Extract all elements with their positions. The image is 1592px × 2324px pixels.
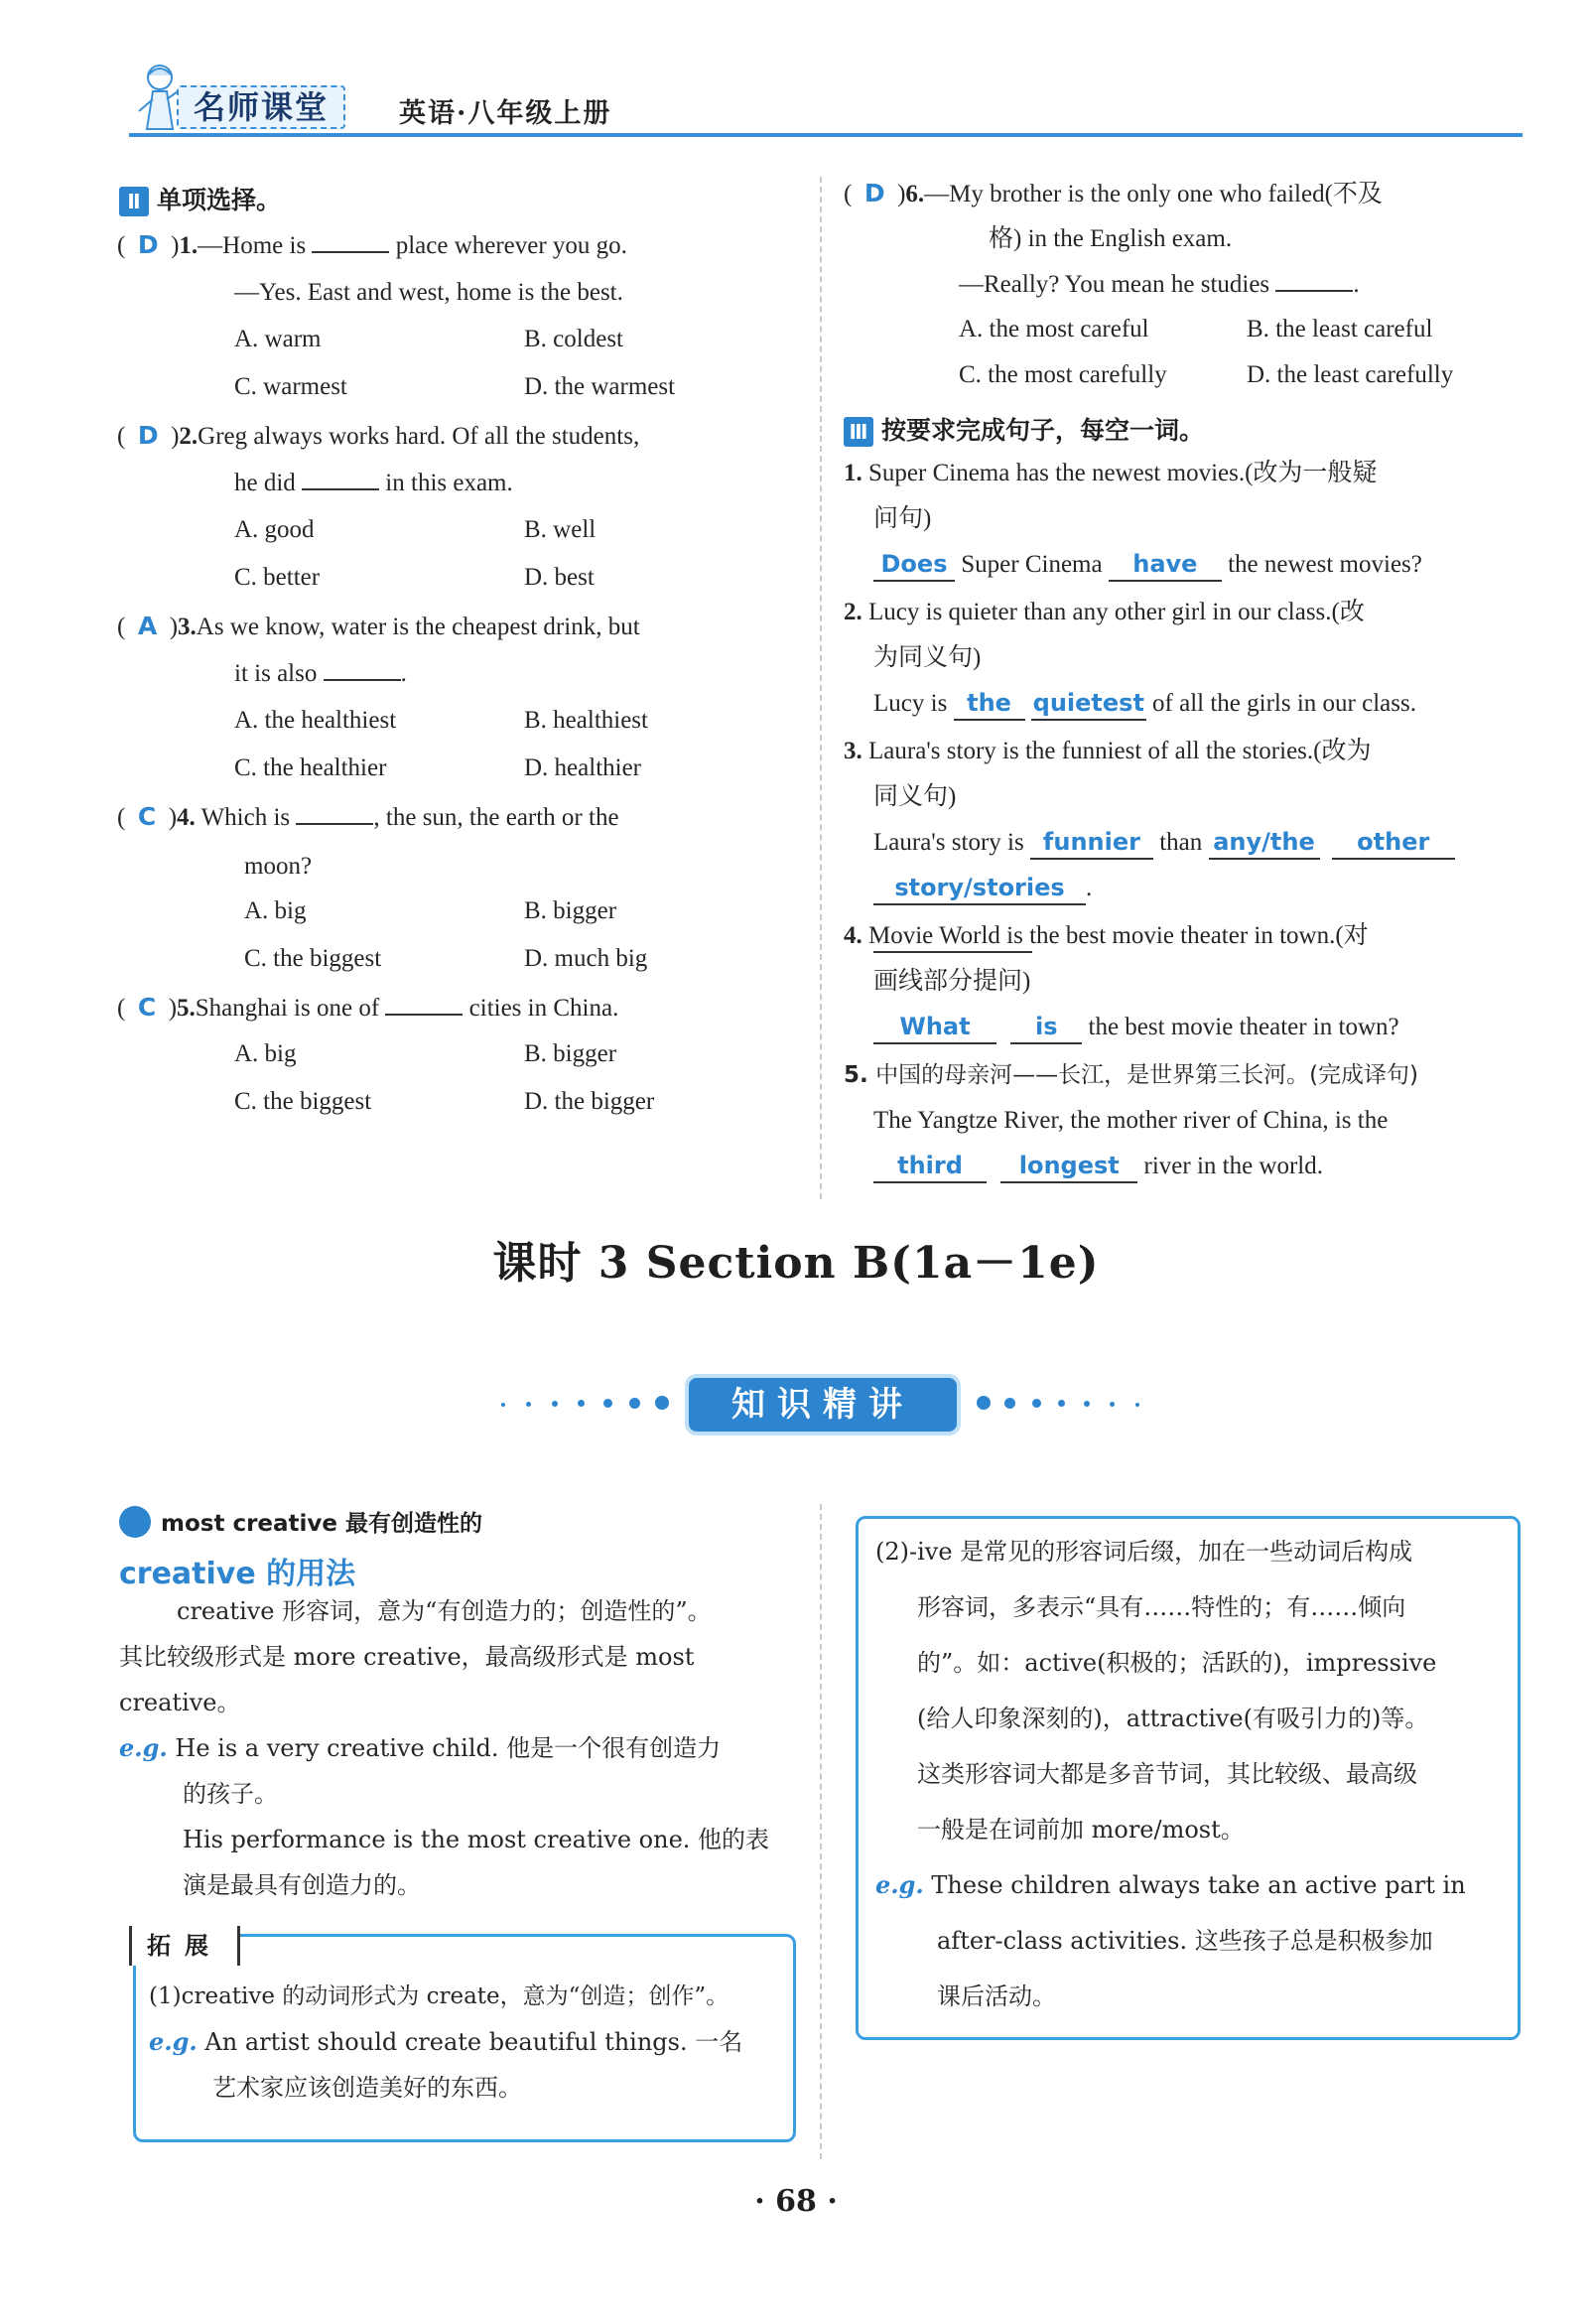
item-prompt: Lucy is quieter than any other girl in our class.(改 bbox=[868, 599, 1365, 625]
answer-fill: Does bbox=[873, 548, 955, 582]
item-prompt-line: 为同义句) bbox=[873, 644, 982, 671]
answer-blank bbox=[312, 229, 389, 253]
banner-dot bbox=[1004, 1398, 1015, 1409]
option: A. warm bbox=[234, 326, 322, 352]
question-stem-line: —Yes. East and west, home is the best. bbox=[234, 279, 623, 306]
option: C. the healthier bbox=[234, 754, 387, 781]
example-text: An artist should create beautiful things. 一名 bbox=[204, 2028, 743, 2056]
option: D. healthier bbox=[524, 754, 642, 781]
item-number: 4. bbox=[844, 922, 862, 949]
answer: D bbox=[863, 179, 885, 207]
question-stem-line bbox=[234, 657, 407, 691]
answer-blank bbox=[296, 801, 373, 825]
question-stem-line bbox=[959, 268, 1360, 302]
item-prompt-line: 同义句) bbox=[873, 783, 957, 810]
question-stem: Greg always works hard. Of all the students, bbox=[198, 423, 640, 450]
option: B. coldest bbox=[524, 326, 623, 352]
banner-dot bbox=[578, 1400, 585, 1407]
item-prompt: Laura's story is the funniest of all the stories.(改为 bbox=[868, 738, 1372, 764]
banner-dot bbox=[603, 1399, 612, 1408]
option: B. bigger bbox=[524, 1040, 617, 1067]
item-5-line2: The Yangtze River, the mother river of China, is the bbox=[873, 1107, 1389, 1134]
page-number: · 68 · bbox=[754, 2184, 838, 2219]
answer-blank bbox=[1275, 268, 1353, 292]
question-stem: —Home is bbox=[198, 232, 307, 259]
sentence-part: than bbox=[1159, 829, 1203, 856]
option: D. much big bbox=[524, 945, 648, 972]
item-2-prompt bbox=[844, 596, 1365, 629]
prompt-underline bbox=[873, 951, 1032, 953]
answer-fill: have bbox=[1109, 548, 1222, 582]
column-divider bbox=[820, 177, 822, 1199]
question-number: 3. bbox=[178, 614, 197, 640]
banner-dot bbox=[1058, 1400, 1065, 1407]
option: D. the least carefully bbox=[1247, 361, 1454, 388]
header-logo: 名师课堂 bbox=[177, 85, 345, 129]
option: C. the biggest bbox=[234, 1088, 372, 1115]
question-stem: place wherever you go. bbox=[395, 232, 627, 259]
extension-text: 这类形容词大都是多音节词，其比较级、最高级 bbox=[917, 1760, 1417, 1788]
answer-fill: longest bbox=[1000, 1150, 1137, 1183]
banner-dot bbox=[629, 1398, 640, 1409]
banner-dot bbox=[655, 1396, 669, 1410]
item-5-answer-line bbox=[873, 1150, 1323, 1183]
banner-dot bbox=[1032, 1399, 1041, 1408]
option: C. the biggest bbox=[244, 945, 382, 972]
question-stem-line: moon? bbox=[244, 853, 313, 880]
extension-text: (给人印象深刻的)，attractive(有吸引力的)等。 bbox=[917, 1705, 1429, 1732]
example-text: after-class activities. 这些孩子总是积极参加 bbox=[937, 1927, 1433, 1955]
answer-blank bbox=[324, 657, 401, 681]
answer-fill: the bbox=[954, 687, 1025, 721]
question-1: ( D )1.—Home is place wherever you go. bbox=[117, 230, 627, 259]
extension-tag: 拓展 bbox=[129, 1926, 240, 1966]
option: C. warmest bbox=[234, 373, 347, 400]
item-number: 5. bbox=[844, 1062, 868, 1088]
answer: C bbox=[137, 993, 157, 1022]
question-number: 2. bbox=[179, 423, 199, 450]
item-2-answer-line bbox=[873, 687, 1416, 721]
extension-text: 的”。如：active(积极的；活跃的)，impressive bbox=[917, 1649, 1437, 1677]
answer-fill: third bbox=[873, 1150, 987, 1183]
question-stem: . bbox=[400, 660, 407, 687]
eg-label: e.g. bbox=[875, 1870, 924, 1899]
knowledge-subheading: creative 的用法 bbox=[119, 1557, 356, 1591]
knowledge-text: 其比较级形式是 more creative，最高级形式是 most bbox=[119, 1643, 695, 1671]
item-3-answer-line bbox=[873, 826, 1455, 860]
option: C. the most carefully bbox=[959, 361, 1167, 388]
header-subtitle: 英语·八年级上册 bbox=[399, 98, 612, 129]
option: B. healthiest bbox=[524, 707, 648, 734]
eg-label: e.g. bbox=[119, 1733, 168, 1762]
item-number: 3. bbox=[844, 738, 862, 764]
question-stem: —My brother is the only one who failed(不及 bbox=[924, 181, 1383, 207]
item-prompt: Super Cinema has the newest movies.(改为一般疑 bbox=[868, 460, 1378, 486]
example-text: 课后活动。 bbox=[937, 1982, 1056, 2010]
item-1-prompt bbox=[844, 457, 1377, 490]
example-text: 的孩子。 bbox=[183, 1780, 278, 1808]
answer-fill: other bbox=[1332, 826, 1455, 860]
example-text: These children always take an active part in bbox=[931, 1871, 1466, 1899]
answer-fill: funnier bbox=[1030, 826, 1153, 860]
sentence-part: . bbox=[1086, 875, 1093, 901]
item-1-answer-line bbox=[873, 548, 1422, 582]
sentence-part: the newest movies? bbox=[1228, 551, 1422, 578]
section2-mark: Ⅱ bbox=[119, 187, 149, 216]
answer-fill: quietest bbox=[1031, 687, 1146, 721]
example-text: 演是最具有创造力的。 bbox=[183, 1871, 421, 1899]
extension-text: 一般是在词前加 more/most。 bbox=[917, 1816, 1245, 1844]
answer: D bbox=[137, 421, 159, 450]
question-number: 6. bbox=[905, 181, 925, 207]
question-stem: Shanghai is one of bbox=[195, 995, 380, 1022]
section3-title: 按要求完成句子，每空一词。 bbox=[881, 416, 1205, 445]
banner-dot bbox=[552, 1401, 558, 1407]
knowledge-heading: most creative 最有创造性的 bbox=[161, 1511, 483, 1537]
option: A. the healthiest bbox=[234, 707, 397, 734]
answer-blank bbox=[385, 992, 463, 1016]
question-stem: . bbox=[1353, 271, 1360, 298]
question-stem: in this exam. bbox=[385, 470, 513, 496]
option: B. the least careful bbox=[1247, 316, 1433, 342]
bullet-icon bbox=[119, 1506, 151, 1538]
example-line bbox=[875, 1862, 1466, 1908]
question-stem-line: 格) in the English exam. bbox=[989, 225, 1233, 252]
item-prompt: Movie World is the best movie theater in town.(对 bbox=[868, 922, 1369, 949]
sentence-part: river in the world. bbox=[1143, 1153, 1324, 1179]
item-3-prompt bbox=[844, 735, 1371, 768]
banner-dot bbox=[977, 1396, 991, 1410]
section3-mark: Ⅲ bbox=[844, 417, 873, 447]
question-stem: he did bbox=[234, 470, 296, 496]
question-6: ( D )6.—My brother is the only one who failed(不及 bbox=[844, 179, 1383, 207]
answer: A bbox=[137, 612, 158, 640]
item-prompt-line: 问句) bbox=[873, 505, 932, 532]
question-stem: As we know, water is the cheapest drink, but bbox=[196, 614, 640, 640]
example-line bbox=[149, 2019, 742, 2065]
option: D. the bigger bbox=[524, 1088, 655, 1115]
question-stem: Which is bbox=[200, 804, 291, 831]
lesson-title: 课时 3 Section B(1a－1e) bbox=[492, 1238, 1100, 1289]
extension-text: (2)-ive 是常见的形容词后缀，加在一些动词后构成 bbox=[875, 1538, 1413, 1566]
option: A. big bbox=[244, 897, 307, 924]
sentence-part: Lucy is bbox=[873, 690, 948, 717]
item-number: 1. bbox=[844, 460, 862, 486]
option: A. the most careful bbox=[959, 316, 1149, 342]
item-4-prompt bbox=[844, 919, 1369, 953]
banner-dot bbox=[1084, 1401, 1090, 1407]
option: A. good bbox=[234, 516, 315, 543]
banner-dot bbox=[1110, 1402, 1115, 1407]
eg-label: e.g. bbox=[149, 2027, 198, 2056]
banner-dot bbox=[526, 1402, 531, 1407]
answer: C bbox=[137, 802, 157, 831]
item-4-answer-line bbox=[873, 1011, 1399, 1044]
answer-fill: any/the bbox=[1209, 826, 1320, 860]
knowledge-text: creative 形容词，意为“有创造力的；创造性的”。 bbox=[177, 1597, 712, 1625]
sentence-part: the best movie theater in town? bbox=[1088, 1014, 1399, 1040]
section3-heading bbox=[844, 411, 1204, 447]
question-4: ( C )4. Which is , the sun, the earth or the bbox=[117, 802, 619, 831]
answer-blank bbox=[302, 467, 379, 490]
knowledge-text: creative。 bbox=[119, 1689, 241, 1716]
banner-dot bbox=[1135, 1403, 1139, 1407]
question-stem: cities in China. bbox=[468, 995, 619, 1022]
option: C. better bbox=[234, 564, 321, 591]
answer-fill: story/stories bbox=[873, 872, 1086, 905]
banner-dot bbox=[501, 1403, 505, 1407]
answer-fill: What bbox=[873, 1011, 996, 1044]
question-number: 1. bbox=[179, 232, 199, 259]
option: A. big bbox=[234, 1040, 297, 1067]
question-2: ( D )2.Greg always works hard. Of all the students, bbox=[117, 421, 640, 450]
item-5-prompt bbox=[844, 1058, 1418, 1092]
question-number: 5. bbox=[177, 995, 196, 1022]
item-3-answer-line-2 bbox=[873, 872, 1092, 905]
header-rule bbox=[129, 133, 1523, 137]
question-5: ( C )5.Shanghai is one of cities in China. bbox=[117, 993, 619, 1022]
item-number: 2. bbox=[844, 599, 862, 625]
question-3: ( A )3.As we know, water is the cheapest drink, but bbox=[117, 612, 640, 640]
extension-text: 形容词，多表示“具有……特性的；有……倾向 bbox=[917, 1593, 1406, 1621]
option: D. best bbox=[524, 564, 595, 591]
question-stem: —Really? You mean he studies bbox=[959, 271, 1270, 298]
example-text: His performance is the most creative one. 他的表 bbox=[183, 1826, 770, 1853]
item-prompt: 中国的母亲河——长江，是世界第三长河。(完成译句) bbox=[875, 1062, 1419, 1088]
column-divider bbox=[820, 1504, 822, 2159]
section2-title: 单项选择。 bbox=[157, 186, 282, 214]
extension-text: (1)creative 的动词形式为 create，意为“创造；创作”。 bbox=[149, 1983, 730, 2009]
option: B. bigger bbox=[524, 897, 617, 924]
section2-heading bbox=[119, 181, 281, 216]
question-number: 4. bbox=[177, 804, 196, 831]
example-line bbox=[119, 1725, 721, 1771]
question-stem: , the sun, the earth or the bbox=[373, 804, 619, 831]
item-prompt-line: 画线部分提问) bbox=[873, 968, 1031, 995]
option: D. the warmest bbox=[524, 373, 676, 400]
sentence-part: Laura's story is bbox=[873, 829, 1024, 856]
question-stem: it is also bbox=[234, 660, 318, 687]
question-stem-line bbox=[234, 467, 513, 500]
answer: D bbox=[137, 230, 159, 259]
sentence-part: Super Cinema bbox=[961, 551, 1103, 578]
section-banner: 知识精讲 bbox=[689, 1378, 957, 1432]
answer-fill: is bbox=[1010, 1011, 1082, 1044]
sentence-part: of all the girls in our class. bbox=[1152, 690, 1416, 717]
example-text: 艺术家应该创造美好的东西。 bbox=[212, 2074, 522, 2102]
example-text: He is a very creative child. 他是一个很有创造力 bbox=[175, 1734, 722, 1762]
option: B. well bbox=[524, 516, 597, 543]
